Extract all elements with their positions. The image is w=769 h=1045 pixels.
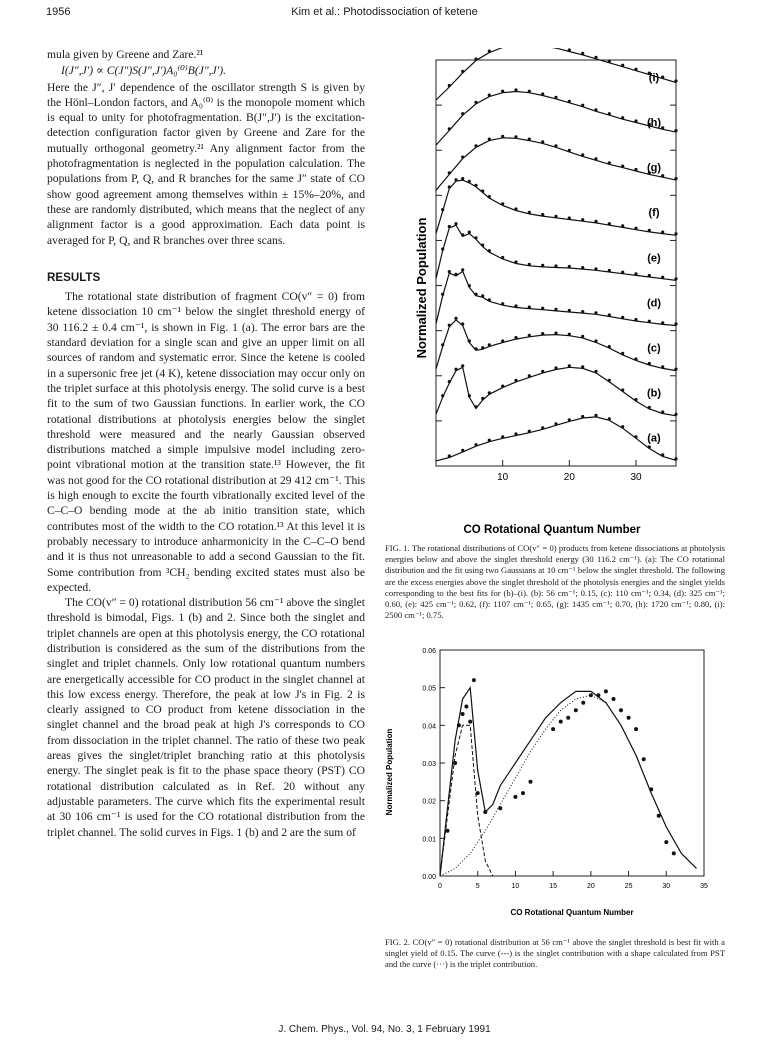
journal-footer: J. Chem. Phys., Vol. 94, No. 3, 1 February 1991 (278, 1024, 491, 1035)
figure-1-data-point (594, 157, 597, 160)
figure-1-data-point (474, 236, 477, 239)
figure-2-data-point (566, 716, 570, 720)
figure-1-data-point (448, 324, 451, 327)
figure-1-data-point (648, 320, 651, 323)
figure-1-data-point (448, 225, 451, 228)
figure-1-data-point (468, 284, 471, 287)
figure-1-data-point (481, 346, 484, 349)
figure-2-x-tick-label: 20 (586, 883, 595, 890)
figure-1-data-point (488, 50, 491, 53)
figure-1-data-point (528, 374, 531, 377)
figure-2-caption: FIG. 2. CO(v″ = 0) rotational distribution at 56 cm⁻¹ above the singlet threshold is best fit with a singlet yield of 0.15. The curve (---) is the singlet contribution with a shape calculated from PST and the curve (···) is the triplet contribution. (385, 937, 725, 970)
paragraph-2: Here the J″, J′ dependence of the oscillator strength S is given by the Hönl–London factors, and A₀⁽⁰⁾ is the monopole moment which is equal to unity for photofragmentation. B(J″,J′) is the excitation-detection configuration factor given by Greene and Zare for the mutually orthogonal geometry.²¹ Any alignment factor from the photofragmentation is neglected in the population calculation. The populations from P, Q, and R branches for the same J″ state of CO show good agreement among themselves within ± 15%–20%, and these are randomly distributed, which means that the neglect of any alignment factor is a good approximation. Each data point is averaged for P, Q, and R branches over three scans. (47, 80, 365, 247)
figure-1-data-point (468, 394, 471, 397)
figure-1-data-point (461, 156, 464, 159)
figure-2-data-point (634, 727, 638, 731)
figure-1-data-point (481, 189, 484, 192)
figure-2-chart (376, 612, 746, 927)
figure-2-y-tick-label: 0.06 (422, 648, 436, 655)
figure-1-data-point (661, 365, 664, 368)
figure-1-data-point (528, 263, 531, 266)
figure-1-data-point (674, 413, 677, 416)
figure-2-x-tick-label: 5 (475, 883, 480, 890)
figure-1-data-point (541, 264, 544, 267)
figure-1-data-point (528, 430, 531, 433)
figure-1-data-point (594, 56, 597, 59)
figure-1-data-point (608, 417, 611, 420)
figure-1-data-point (514, 336, 517, 339)
figure-1-data-point (568, 333, 571, 336)
figure-1-data-point (441, 343, 444, 346)
figure-1-data-point (441, 208, 444, 211)
figure-2-data-point (476, 791, 480, 795)
figure-1-data-point (541, 92, 544, 95)
figure-1-panel-label: (g) (646, 162, 662, 175)
figure-1-data-point (554, 144, 557, 147)
figure-1-data-point (501, 256, 504, 259)
figure-1-data-point (621, 116, 624, 119)
figure-1-data-point (474, 293, 477, 296)
figure-1-curve-6 (436, 180, 676, 235)
figure-1-data-point (441, 293, 444, 296)
figure-1-data-point (674, 232, 677, 235)
figure-2-data-point (457, 723, 461, 727)
figure-1-data-point (661, 410, 664, 413)
figure-2-data-point (464, 705, 468, 709)
figure-1-x-axis-label: CO Rotational Quantum Number (463, 524, 641, 536)
figure-1-data-point (468, 180, 471, 183)
figure-2-data-point (627, 716, 631, 720)
figure-1-data-point (461, 177, 464, 180)
figure-1-data-point (541, 426, 544, 429)
figure-1-data-point (501, 385, 504, 388)
figure-2-data-point (596, 693, 600, 697)
figure-1-data-point (448, 171, 451, 174)
figure-1-data-point (454, 317, 457, 320)
figure-1-data-point (454, 222, 457, 225)
figure-2-x-tick-label: 10 (511, 883, 520, 890)
figure-2-x-axis-label: CO Rotational Quantum Number (510, 908, 634, 917)
figure-1-data-point (501, 435, 504, 438)
figure-2-y-tick-label: 0.00 (422, 874, 436, 881)
figure-1-data-point (634, 119, 637, 122)
figure-1-data-point (441, 394, 444, 397)
figure-1-data-point (634, 357, 637, 360)
figure-1-panels (436, 48, 678, 461)
figure-1-data-point (474, 144, 477, 147)
figure-1-curve-8 (436, 92, 676, 146)
figure-1-data-point (514, 135, 517, 138)
figure-1-data-point (481, 397, 484, 400)
figure-1-data-point (488, 391, 491, 394)
figure-1-data-point (581, 153, 584, 156)
figure-1-data-point (541, 140, 544, 143)
figure-1-data-point (541, 370, 544, 373)
figure-2-y-tick-label: 0.02 (422, 798, 436, 806)
figure-1-data-point (621, 388, 624, 391)
figure-1-data-point (621, 224, 624, 227)
figure-2-data-point (472, 678, 476, 682)
figure-2-y-tick-labels (422, 648, 436, 881)
figure-2-data-point (551, 727, 555, 731)
figure-1-data-point (528, 211, 531, 214)
figure-2-data-point (513, 795, 517, 799)
figure-1-data-point (568, 149, 571, 152)
figure-2-triplet-curve (440, 695, 697, 876)
equation: I(J″,J′) ∝ C(J″)S(J″,J′)A₀⁽⁰⁾B(J″,J′). (61, 64, 226, 78)
figure-1-data-point (514, 88, 517, 91)
figure-1-data-point (461, 70, 464, 73)
figure-1-data-point (581, 415, 584, 418)
figure-2-x-tick-label: 25 (624, 883, 633, 890)
running-title: Kim et al.: Photodissociation of ketene (291, 6, 478, 18)
figure-2-y-tick-label: 0.01 (422, 836, 436, 844)
figure-2-y-tick-label: 0.04 (422, 723, 436, 731)
figure-1-data-point (648, 274, 651, 277)
figure-1-data-point (461, 449, 464, 452)
figure-1-data-point (554, 215, 557, 218)
figure-1-data-point (501, 90, 504, 93)
figure-2-data-point (581, 701, 585, 705)
figure-1-data-point (581, 335, 584, 338)
figure-1-curve-4 (436, 271, 676, 325)
figure-2-data-point (483, 810, 487, 814)
figure-1-data-point (594, 311, 597, 314)
figure-1-data-point (528, 334, 531, 337)
figure-1-data-point (488, 343, 491, 346)
figure-1-data-point (488, 439, 491, 442)
figure-1-y-axis-label: Normalized Population (414, 217, 429, 359)
figure-1-data-point (488, 249, 491, 252)
figure-1-data-point (581, 266, 584, 269)
figure-1-data-point (514, 260, 517, 263)
figure-1-data-point (568, 216, 571, 219)
figure-2-data-point (521, 791, 525, 795)
figure-1-panel-label: (e) (647, 252, 661, 265)
figure-1-data-point (554, 96, 557, 99)
figure-2-data-point (453, 761, 457, 765)
figure-1-data-point (568, 265, 571, 268)
figure-1-data-point (541, 213, 544, 216)
figure-2-x-tick-label: 35 (700, 883, 708, 890)
section-heading-results: RESULTS (47, 270, 101, 284)
figure-1-data-point (674, 457, 677, 460)
figure-1-data-point (528, 306, 531, 309)
figure-1-chart (376, 48, 746, 536)
figure-1-data-point (674, 79, 677, 82)
figure-1-data-point (661, 174, 664, 177)
figure-1-x-tick-label: 20 (563, 472, 575, 483)
figure-1-data-point (634, 68, 637, 71)
figure-1-data-point (674, 368, 677, 371)
figure-1-plot-border (436, 60, 676, 466)
figure-1-data-point (568, 100, 571, 103)
figure-1-data-point (674, 177, 677, 180)
figure-1-data-point (474, 443, 477, 446)
left-column (47, 47, 365, 840)
figure-1-data-point (454, 178, 457, 181)
figure-2-data-point (574, 708, 578, 712)
figure-2-data-point (529, 780, 533, 784)
figure-1-data-point (474, 405, 477, 408)
figure-1-data-point (448, 454, 451, 457)
figure-1-panel-label: (b) (646, 387, 662, 400)
paragraph-4: The CO(v″ = 0) rotational distribution 56 cm⁻¹ above the singlet threshold is bimodal, Figs. 1 (b) and 2. Since both the singlet and triplet channels are open at this photolysis energy, the CO rotational distribution is considered as the sum of the distributions from the singlet and triplet channels. Only low rotational quantum numbers are energetically accessible for CO product in the singlet channel at this low excess energy. Therefore, the peak at low J's in Fig. 2 is clearly assigned to CO product from ketene dissociation in the singlet channel and the broad peak at high J's corresponds to CO from dissociation in the triplet channel. The ratio of these two peak areas gives the singlet/triplet branching ratio at this photolysis energy. The singlet peak is fit to the phase space theory (PST) CO rotational distribution calculated as in Ref. 20 without any adjustable parameters. The curve which fits the experimental result at 30 106 cm⁻¹ is used for the CO rotational distribution from the triplet channel. The solid curves in Figs. 1 (b) and 2 are the sum of (47, 596, 365, 839)
figure-1-data-point (674, 277, 677, 280)
figure-1-data-point (674, 322, 677, 325)
figure-1-data-point (448, 270, 451, 273)
figure-1-data-point (661, 321, 664, 324)
figure-1-data-point (608, 379, 611, 382)
figure-1-data-point (488, 195, 491, 198)
figure-2-data-point (446, 829, 450, 833)
figure-1-data-point (661, 231, 664, 234)
figure-2-y-tick-label: 0.05 (422, 685, 436, 693)
figure-1-data-point (581, 365, 584, 368)
figure-1-x-tick-label: 30 (630, 472, 642, 483)
figure-1-data-point (661, 76, 664, 79)
figure-1-data-point (634, 168, 637, 171)
figure-1-data-point (468, 231, 471, 234)
figure-1-data-point (594, 267, 597, 270)
figure-1-data-point (448, 380, 451, 383)
figure-2-data-point (589, 693, 593, 697)
figure-1-panel-label: (i) (648, 71, 660, 84)
figure-1-data-point (454, 273, 457, 276)
figure-1-data-point (594, 370, 597, 373)
figure-2-x-tick-label: 15 (549, 883, 558, 890)
figure-2-data-point (498, 806, 502, 810)
figure-2-data-point (559, 720, 563, 724)
figure-1-panel-label: (h) (646, 116, 662, 129)
figure-1-caption: FIG. 1. The rotational distributions of CO(v″ = 0) products from ketene dissociations at photolysis energies below and above the singlet threshold energy (30 116.2 cm⁻¹). (a): The CO rotational distribution and the fit using two Gaussians at 10 cm⁻¹ below the singlet threshold. The following are the excess energies above the singlet threshold of the photolysis energies and the singlet yields corresponding to the best fits for (b)–(i). (b): 56 cm⁻¹; 0.15, (c): 110 cm⁻¹; 0.34, (d): 325 cm⁻¹; 0.60, (e): 425 cm⁻¹; 0.62, (f): 1107 cm⁻¹; 0.65, (g): 1435 cm⁻¹; 0.70, (h): 1720 cm⁻¹; 0.80, (i): 2500 cm⁻¹; 0.75. (385, 543, 725, 621)
figure-2-data-point (672, 851, 676, 855)
figure-1-data-point (594, 339, 597, 342)
figure-1-data-point (454, 368, 457, 371)
figure-1-data-point (661, 453, 664, 456)
figure-1-data-point (481, 294, 484, 297)
figure-1-data-point (474, 101, 477, 104)
figure-1-data-point (528, 90, 531, 93)
figure-1-data-point (448, 127, 451, 130)
figure-1-curve-9 (436, 48, 676, 100)
figure-1-data-point (541, 332, 544, 335)
figure-2-data-point (612, 697, 616, 701)
paragraph-1: mula given by Greene and Zare.²¹ (47, 48, 204, 61)
figure-1-data-point (554, 422, 557, 425)
figure-1-data-point (554, 308, 557, 311)
figure-1-data-point (568, 364, 571, 367)
figure-2-data-point (642, 757, 646, 761)
figure-2-data-point (604, 689, 608, 693)
figure-1-data-point (488, 94, 491, 97)
figure-2-data-point (619, 708, 623, 712)
figure-1-panel-label: (f) (648, 207, 660, 220)
figure-1-x-tick-labels (497, 472, 642, 483)
figure-1-data-point (648, 229, 651, 232)
figure-1-data-point (461, 322, 464, 325)
figure-1-data-point (594, 414, 597, 417)
figure-1-data-point (581, 310, 584, 313)
figure-1-data-point (674, 129, 677, 132)
figure-1-data-point (661, 276, 664, 279)
figure-2-data-point (664, 840, 668, 844)
figure-1-data-point (621, 165, 624, 168)
figure-1-data-point (581, 104, 584, 107)
figure-1-data-point (461, 112, 464, 115)
figure-1-data-point (514, 432, 517, 435)
figure-2-y-tick-label: 0.03 (422, 761, 436, 768)
paragraph-3: The rotational state distribution of fragment CO(v″ = 0) from ketene dissociation 10 cm⁻¹ below the singlet threshold energy of 30 116.2 ± 0.4 cm⁻¹, is shown in Fig. 1 (a). The error bars are the standard deviation for a single scan and give an upper limit on all sources of random and systematic error. Since the ketene is cooled in a supersonic free jet (4 K), ketene dissociation may occur only on the triplet surface at this photolysis energy. The solid curve is a best fit to the sum of two Gaussian functions. In earlier work, the CO rotational distributions at photolysis energies below the singlet threshold were measured and the nearly Gaussian observed distributions matched a simple impulsive model including zero-point vibrational motion at the transition state.¹³ However, the fit was not good for the CO rotational distribution at 29 412 cm⁻¹. This is high enough to excite the fourth vibrationally excited level of the C–C–O bending mode at the ab initio transition state, which contributes most of the width to the CO rotation.¹³ At this level it is probably necessary to introduce anharmonicity in the C–C–O bend and it is thus not unreasonable to add a second Gaussian to the fit. Some contribution from ³CH₂ bending excited states must also be expected. (47, 290, 365, 594)
figure-1-data-point (608, 345, 611, 348)
figure-1-panel-label: (a) (647, 432, 661, 445)
figure-1-data-point (474, 57, 477, 60)
figure-1-curve-2 (436, 367, 676, 416)
figure-1-data-point (634, 272, 637, 275)
figure-1-data-point (541, 307, 544, 310)
figure-1-data-point (474, 184, 477, 187)
figure-1-data-point (581, 218, 584, 221)
figure-1-data-point (554, 264, 557, 267)
page-number: 1956 (46, 6, 71, 18)
figure-1-data-point (648, 406, 651, 409)
figure-1-curve-5 (436, 225, 676, 280)
figure-1-data-point (608, 222, 611, 225)
figure-2-x-tick-label: 30 (662, 883, 671, 890)
figure-1-data-point (648, 445, 651, 448)
figure-1-data-point (568, 418, 571, 421)
figure-1-data-point (481, 244, 484, 247)
figure-1-data-point (608, 313, 611, 316)
figure-1-data-point (608, 60, 611, 63)
figure-1-data-point (608, 112, 611, 115)
figure-1-data-point (594, 220, 597, 223)
figure-1-data-point (448, 84, 451, 87)
figure-2-data-point (649, 787, 653, 791)
figure-1-data-point (461, 268, 464, 271)
figure-1-data-point (501, 302, 504, 305)
figure-1-data-point (468, 339, 471, 342)
figure-1-frame (436, 60, 676, 466)
figure-1-data-point (568, 48, 571, 51)
figure-1-data-point (608, 269, 611, 272)
figure-2-data-point (468, 720, 472, 724)
figure-1-data-point (528, 138, 531, 141)
figure-1-data-point (621, 425, 624, 428)
figure-1-data-point (568, 309, 571, 312)
figure-1-data-point (488, 298, 491, 301)
figure-1-data-point (488, 138, 491, 141)
figure-1-data-point (501, 339, 504, 342)
figure-1-data-point (634, 227, 637, 230)
figure-1-data-point (554, 366, 557, 369)
figure-2-data-point (657, 814, 661, 818)
figure-1-panel-label: (d) (646, 297, 662, 310)
figure-1-data-point (514, 379, 517, 382)
figure-1-data-point (581, 52, 584, 55)
figure-1-data-point (514, 207, 517, 210)
figure-1-data-point (441, 247, 444, 250)
figure-1-data-point (634, 435, 637, 438)
figure-1-data-point (621, 271, 624, 274)
figure-1-data-point (594, 108, 597, 111)
figure-1-data-point (514, 304, 517, 307)
figure-1-data-point (621, 64, 624, 67)
figure-2-y-axis-label: Normalized Population (385, 728, 394, 816)
figure-1-data-point (634, 398, 637, 401)
figure-1-data-point (634, 318, 637, 321)
figure-1-curve-3 (436, 320, 676, 371)
figure-2-x-tick-labels (438, 883, 708, 890)
figure-1-data-point (621, 316, 624, 319)
figure-1-x-tick-label: 10 (497, 472, 509, 483)
figure-2-data-point (461, 712, 465, 716)
figure-1-data-point (554, 332, 557, 335)
figure-2-x-tick-label: 0 (438, 883, 442, 890)
figure-1-data-point (474, 347, 477, 350)
figure-1-data-point (461, 233, 464, 236)
figure-1-panel-label: (c) (647, 342, 661, 355)
figure-1-data-point (648, 362, 651, 365)
figure-1-data-point (501, 135, 504, 138)
figure-1-data-point (621, 352, 624, 355)
figure-1-data-point (461, 364, 464, 367)
figure-1-data-point (501, 202, 504, 205)
figure-1-data-point (608, 161, 611, 164)
figure-1-data-point (448, 185, 451, 188)
figure-1-data-point (661, 126, 664, 129)
